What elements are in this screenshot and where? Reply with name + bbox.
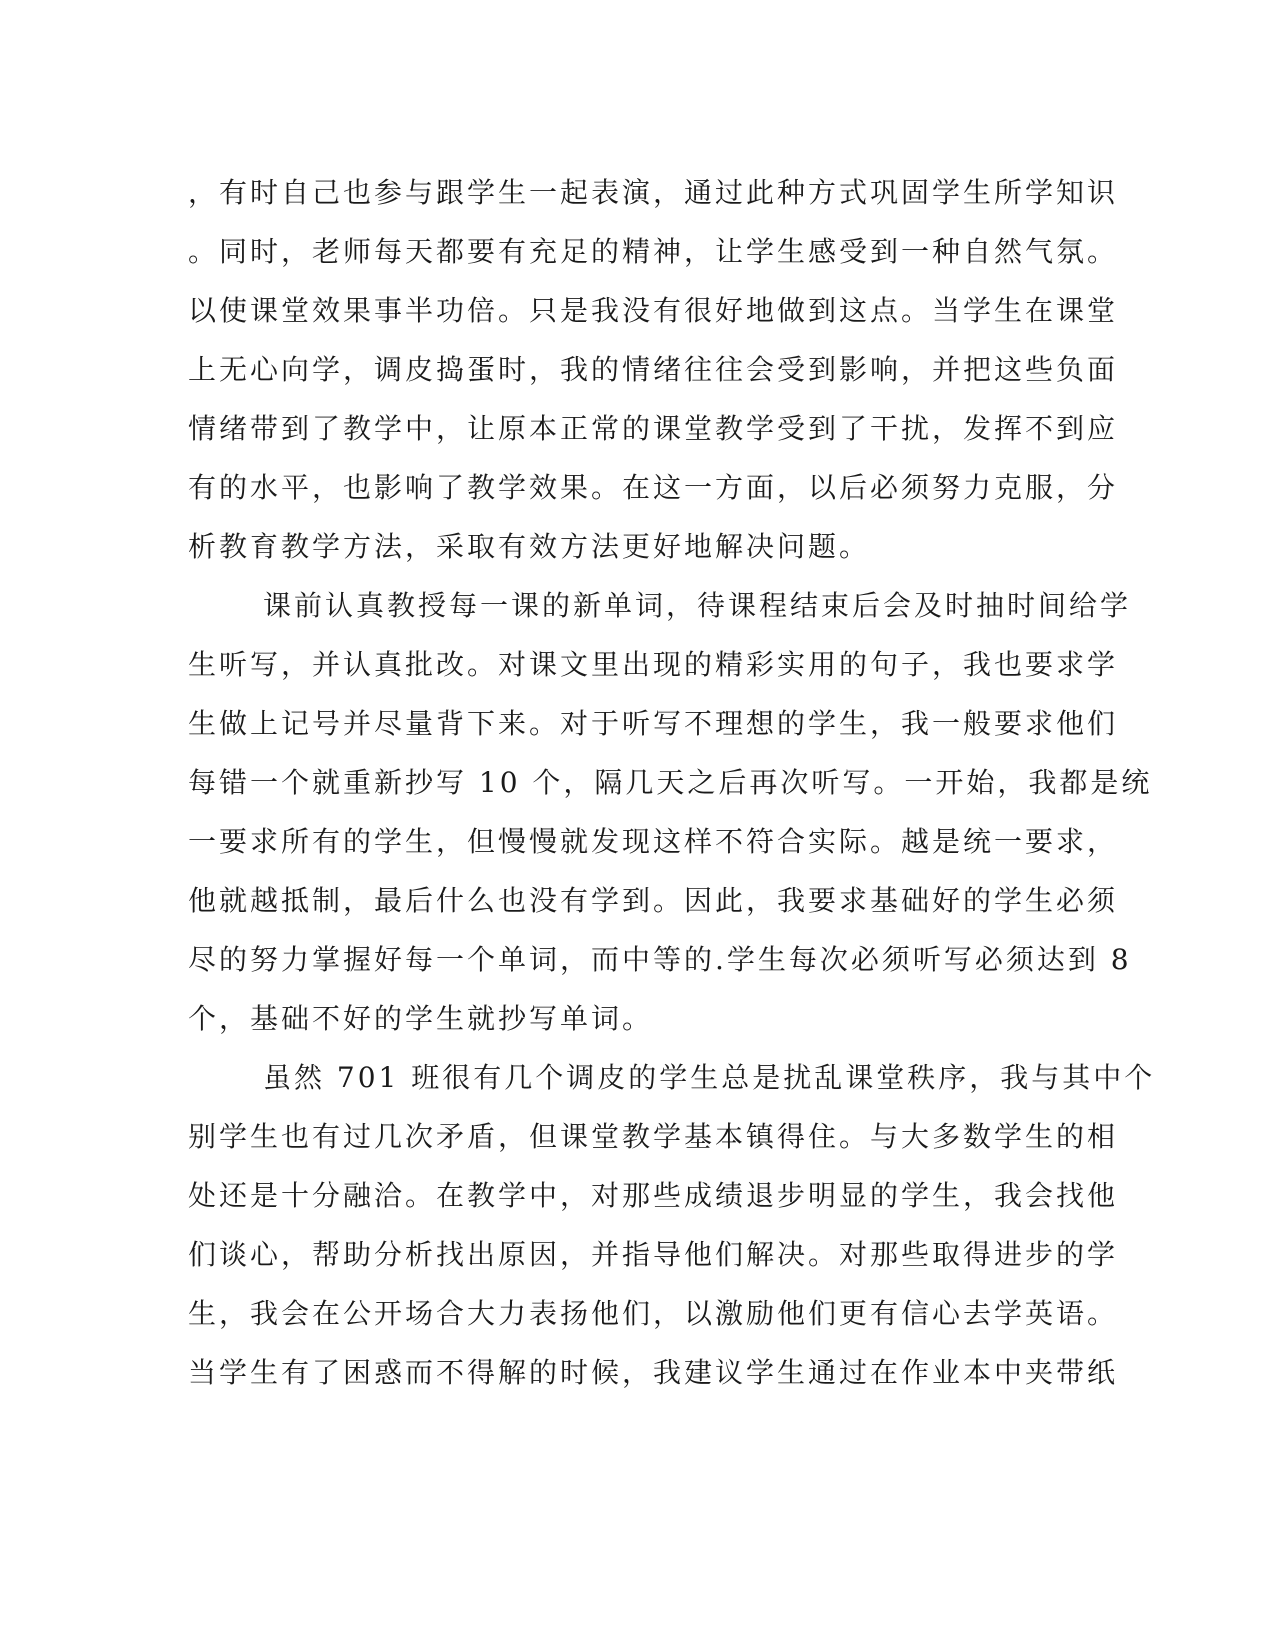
text-line: 每错一个就重新抄写 10 个，隔几天之后再次听写。一开始，我都是统 <box>188 766 1153 799</box>
text-line: 处还是十分融洽。在教学中，对那些成绩退步明显的学生，我会找他 <box>188 1179 1119 1212</box>
body-text <box>188 163 1156 1402</box>
text-line: 当学生有了困惑而不得解的时候，我建议学生通过在作业本中夹带纸 <box>188 1356 1119 1389</box>
text-line: 以使课堂效果事半功倍。只是我没有很好地做到这点。当学生在课堂 <box>188 294 1119 327</box>
text-line: 生听写，并认真批改。对课文里出现的精彩实用的句子，我也要求学 <box>188 648 1119 681</box>
text-line: 生，我会在公开场合大力表扬他们，以激励他们更有信心去学英语。 <box>188 1297 1119 1330</box>
text-line: 尽的努力掌握好每一个单词，而中等的.学生每次必须听写必须达到 8 <box>188 943 1132 976</box>
text-line: 一要求所有的学生，但慢慢就发现这样不符合实际。越是统一要求， <box>188 825 1119 858</box>
text-line: 虽然 701 班很有几个调皮的学生总是扰乱课堂秩序，我与其中个 <box>263 1061 1156 1094</box>
text-line: 课前认真教授每一课的新单词，待课程结束后会及时抽时间给学 <box>263 589 1132 622</box>
text-line: 情绪带到了教学中，让原本正常的课堂教学受到了干扰，发挥不到应 <box>188 412 1119 445</box>
paragraph <box>188 163 1119 576</box>
text-line: 他就越抵制，最后什么也没有学到。因此，我要求基础好的学生必须 <box>188 884 1119 917</box>
paragraph <box>188 576 1153 1048</box>
text-line: 个，基础不好的学生就抄写单词。 <box>188 1002 654 1035</box>
paragraph <box>188 1048 1156 1402</box>
text-line: ，有时自己也参与跟学生一起表演，通过此种方式巩固学生所学知识 <box>188 176 1119 209</box>
text-line: 们谈心，帮助分析找出原因，并指导他们解决。对那些取得进步的学 <box>188 1238 1119 1271</box>
text-line: 有的水平，也影响了教学效果。在这一方面，以后必须努力克服，分 <box>188 471 1119 504</box>
text-line: 别学生也有过几次矛盾，但课堂教学基本镇得住。与大多数学生的相 <box>188 1120 1119 1153</box>
text-line: 生做上记号并尽量背下来。对于听写不理想的学生，我一般要求他们 <box>188 707 1119 740</box>
text-line: 。同时，老师每天都要有充足的精神，让学生感受到一种自然气氛。 <box>188 235 1119 268</box>
text-line: 上无心向学，调皮捣蛋时，我的情绪往往会受到影响，并把这些负面 <box>188 353 1119 386</box>
text-line: 析教育教学方法，采取有效方法更好地解决问题。 <box>188 530 871 563</box>
